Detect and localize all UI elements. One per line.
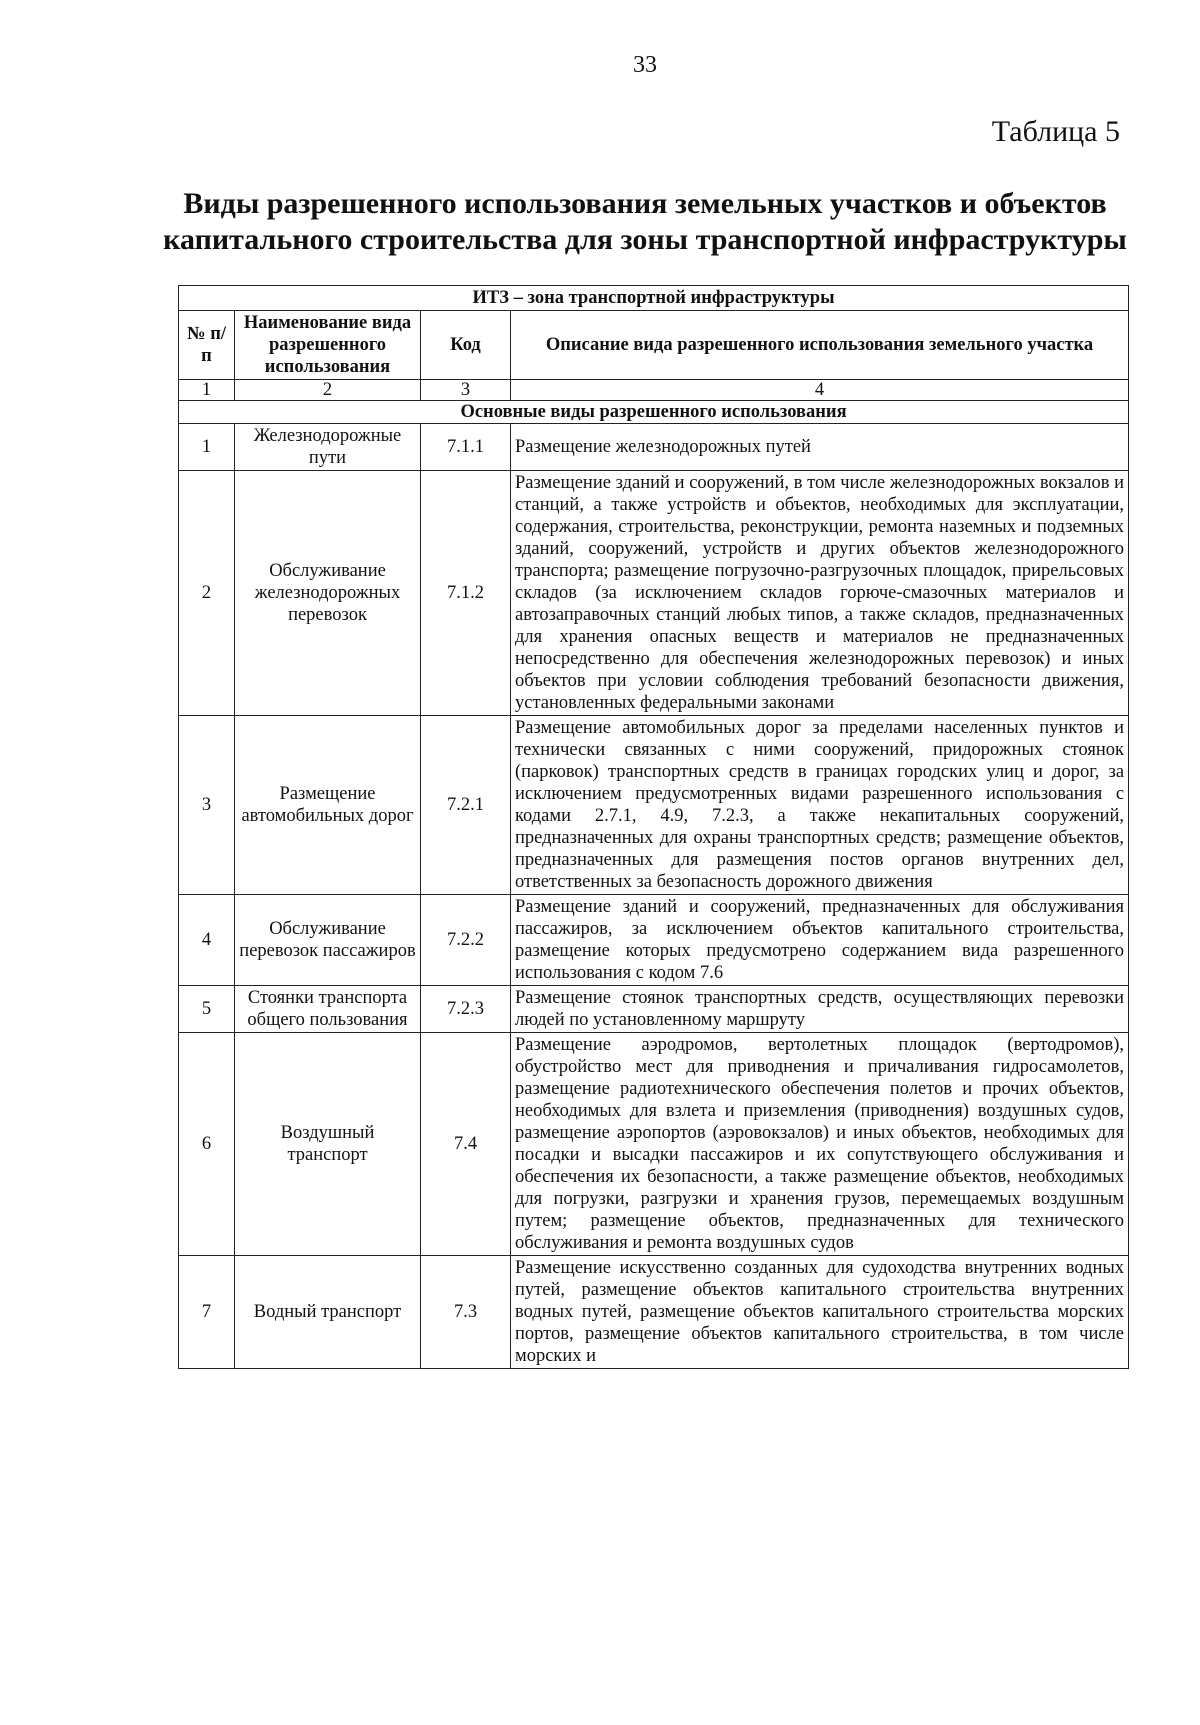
row-num: 2	[179, 471, 235, 716]
row-name: Размещение автомобильных дорог	[235, 716, 421, 895]
row-num: 5	[179, 986, 235, 1033]
header-code: Код	[421, 311, 511, 380]
table-row	[179, 424, 1129, 471]
document-title	[160, 186, 1130, 258]
row-num: 6	[179, 1033, 235, 1256]
row-code: 7.4	[421, 1033, 511, 1256]
row-code: 7.1.2	[421, 471, 511, 716]
row-num: 1	[179, 424, 235, 471]
row-desc: Размещение стоянок транспортных средств, осуществляющих перевозки людей по установленному маршруту	[511, 986, 1129, 1033]
land-use-table	[178, 285, 1129, 1369]
zone-title: ИТЗ – зона транспортной инфраструктуры	[179, 286, 1129, 311]
table-row	[179, 716, 1129, 895]
row-code: 7.1.1	[421, 424, 511, 471]
row-code: 7.2.3	[421, 986, 511, 1033]
table-label: Таблица 5	[991, 115, 1120, 148]
section-title: Основные виды разрешенного использования	[179, 401, 1129, 424]
row-desc: Размещение аэродромов, вертолетных площадок (вертодромов), обустройство мест для приводнения и причаливания гидросамолетов, размещение радиотехнического обеспечения полетов и прочих объектов, необходимых для взлета и приземления (приводнения) воздушных судов, размещение аэропортов (аэровокзалов) и иных объектов, необходимых для посадки и высадки пассажиров и их сопутствующего обслуживания и обеспечения их безопасности, а также размещение объектов, необходимых для погрузки, разгрузки и хранения грузов, перемещаемых воздушным путем; размещение объектов, предназначенных для технического обслуживания и ремонта воздушных судов	[511, 1033, 1129, 1256]
row-name: Обслуживание железнодорожных перевозок	[235, 471, 421, 716]
table-row	[179, 1033, 1129, 1256]
row-name: Обслуживание перевозок пассажиров	[235, 895, 421, 986]
table-row	[179, 471, 1129, 716]
row-desc: Размещение железнодорожных путей	[511, 424, 1129, 471]
title-line-2: капитального строительства для зоны транспортной инфраструктуры	[163, 223, 1127, 256]
col-number: 2	[235, 380, 421, 401]
row-num: 3	[179, 716, 235, 895]
row-desc: Размещение зданий и сооружений, предназначенных для обслуживания пассажиров, за исключением объектов капитального строительства, размещение которых предусмотрено содержанием вида разрешенного использования с кодом 7.6	[511, 895, 1129, 986]
row-name: Воздушный транспорт	[235, 1033, 421, 1256]
row-num: 4	[179, 895, 235, 986]
col-number: 4	[511, 380, 1129, 401]
header-desc: Описание вида разрешенного использования земельного участка	[511, 311, 1129, 380]
table-row	[179, 1256, 1129, 1369]
header-name: Наименование вида разрешенного использования	[235, 311, 421, 380]
row-desc: Размещение зданий и сооружений, в том числе железнодорожных вокзалов и станций, а также устройств и объектов, необходимых для эксплуатации, содержания, строительства, реконструкции, ремонта наземных и подземных зданий, сооружений, устройств и других объектов железнодорожного транспорта; размещение погрузочно-разгрузочных площадок, прирельсовых складов (за исключением складов горюче-смазочных материалов и автозаправочных станций любых типов, а также складов, предназначенных для хранения опасных веществ и материалов не предназначенных непосредственно для обеспечения железнодорожных перевозок) и иных объектов при условии соблюдения требований безопасности движения, установленных федеральными законами	[511, 471, 1129, 716]
row-code: 7.3	[421, 1256, 511, 1369]
row-name: Водный транспорт	[235, 1256, 421, 1369]
table-row	[179, 895, 1129, 986]
table-row	[179, 986, 1129, 1033]
col-number: 1	[179, 380, 235, 401]
row-desc: Размещение автомобильных дорог за пределами населенных пунктов и технически связанных с ними сооружений, придорожных стоянок (парковок) транспортных средств в границах городских улиц и дорог, за исключением предусмотренных видами разрешенного использования с кодами 2.7.1, 4.9, 7.2.3, а также некапитальных сооружений, предназначенных для охраны транспортных средств; размещение объектов, предназначенных для размещения постов органов внутренних дел, ответственных за безопасность дорожного движения	[511, 716, 1129, 895]
row-code: 7.2.2	[421, 895, 511, 986]
row-name: Железнодорожные пути	[235, 424, 421, 471]
page-number: 33	[633, 52, 657, 78]
header-num: № п/п	[179, 311, 235, 380]
row-name: Стоянки транспорта общего пользования	[235, 986, 421, 1033]
row-code: 7.2.1	[421, 716, 511, 895]
col-number: 3	[421, 380, 511, 401]
row-num: 7	[179, 1256, 235, 1369]
title-line-1: Виды разрешенного использования земельных участков и объектов	[183, 187, 1107, 220]
row-desc: Размещение искусственно созданных для судоходства внутренних водных путей, размещение объектов капитального строительства внутренних водных путей, размещение объектов капитального строительства морских портов, размещение объектов капитального строительства, в том числе морских и	[511, 1256, 1129, 1369]
